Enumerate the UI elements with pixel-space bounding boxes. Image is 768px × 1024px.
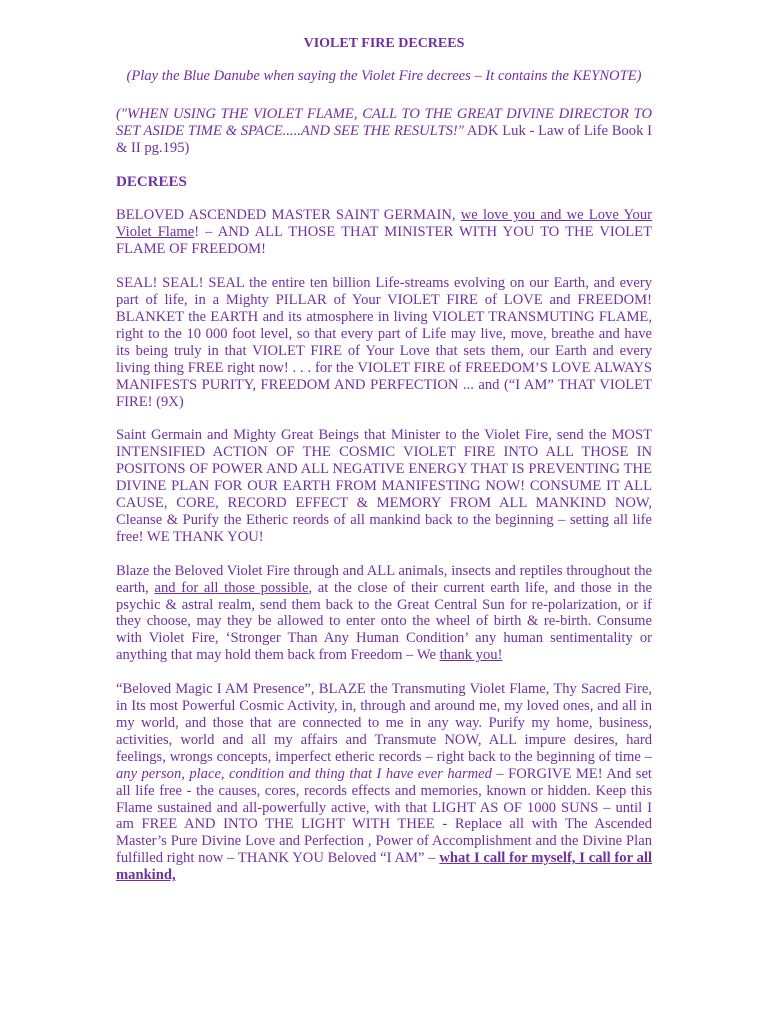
document-title: VIOLET FIRE DECREES — [303, 36, 465, 51]
decree-paragraph-2: SEAL! SEAL! SEAL the entire ten billion Life-streams evolving on our Earth, and every part of life, in a Mighty PILLAR of Your VIOLET FIRE of LOVE and FREEDOM! BLANKET the EARTH and its atmosphere in living VIOLET TRANSMUTING FLAME, right to the 10 000 foot level, so that every part of Life may live, move, breathe and have its being truly in that VIOLET FIRE of Your Love that sets them, our Earth and every living thing FREE right now! . . . for the VIOLET FIRE of FREEDOM’S LOVE ALWAYS MANIFESTS PURITY, FREEDOM AND PERFECTION ... and (“I AM” THAT VIOLET FIRE! (9X) — [116, 275, 652, 410]
p5-italic: any person, place, condition and thing that I have ever harmed — [116, 765, 492, 782]
p1-underlined: we love you and we Love Your Violet Flame — [116, 207, 652, 241]
p5-bold-underlined: what I call for myself, I call for all mankind, — [116, 850, 652, 884]
document-subtitle: (Play the Blue Danube when saying the Violet Fire decrees – It contains the KEYNOTE) — [126, 67, 642, 84]
p5-text-a: “Beloved Magic I AM Presence”, BLAZE the Transmuting Violet Flame, Thy Sacred Fire, in Its most Powerful Cosmic Activity, in, through and around me, my loved ones, and all in my world, and those that are connected to me in any way. Purify my home, business, activities, world and all my affairs and Transmute NOW, ALL impure desires, hard feelings, wrongs concepts, imperfect etheric records – right back to the beginning of time – — [116, 681, 652, 765]
quote-text: ("WHEN USING THE VIOLET FLAME, CALL TO THE GREAT DIVINE DIRECTOR TO SET ASIDE TIME & SPACE.....AND SEE THE RESULTS!" — [116, 105, 652, 139]
p4-text-c: , at the close of their current earth life, and those in the psychic & astral realm, send them back to the Great Central Sun for re-polarization, or if they choose, may they be allowed to enter onto the wheel of birth & re-birth. Consume with Violet Fire, ‘Stronger Than Any Human Condition’ any human sentimentality or anything that may hold them back from Freedom – We — [116, 579, 652, 664]
p5-text-c: – FORGIVE ME! And set all life free - the causes, cores, records effects and memories, known or hidden. Keep this Flame sustained and all-powerfully active, with that LIGHT AS OF 1000 SUNS – until I am FREE AND INTO THE LIGHT WITH THEE - Replace all with The Ascended Master’s Pure Divine Love and Perfection , Power of Accomplishment and the Divine Plan fulfilled right now – THANK YOU Beloved “I AM” – — [116, 765, 652, 867]
decree-paragraph-3: Saint Germain and Mighty Great Beings that Minister to the Violet Fire, send the MOST INTENSIFIED ACTION OF THE COSMIC VIOLET FIRE INTO ALL THOSE IN POSITONS OF POWER AND ALL NEGATIVE ENERGY THAT IS PREVENTING THE DIVINE PLAN FOR OUR EARTH FROM MANIFESTING NOW! CONSUME IT ALL CAUSE, CORE, RECORD EFFECT & MEMORY FROM ALL MANKIND NOW, Cleanse & Purify the Etheric reords of all mankind back to the beginning – setting all life free! WE THANK YOU! — [116, 427, 652, 545]
decrees-heading: DECREES — [116, 173, 187, 190]
p4-underlined: and for all those possible — [154, 579, 309, 596]
decree-paragraph-1 — [116, 207, 652, 258]
decree-paragraph-4 — [116, 563, 652, 664]
decree-paragraph-5 — [116, 681, 652, 884]
p4-text-a: Blaze the Beloved Violet Fire through and ALL animals, insects and reptiles throughout the earth, — [116, 562, 652, 596]
p4-thank-you: thank you! — [439, 647, 503, 664]
quote-source: ADK Luk - Law of Life Book I & II pg.195) — [116, 122, 653, 156]
quote-paragraph — [116, 106, 652, 157]
p1-text-a: BELOVED ASCENDED MASTER SAINT GERMAIN, — [116, 207, 461, 224]
document-page — [116, 36, 652, 901]
p1-text-c: ! – AND ALL THOSE THAT MINISTER WITH YOU TO THE VIOLET FLAME OF FREEDOM! — [116, 224, 653, 258]
